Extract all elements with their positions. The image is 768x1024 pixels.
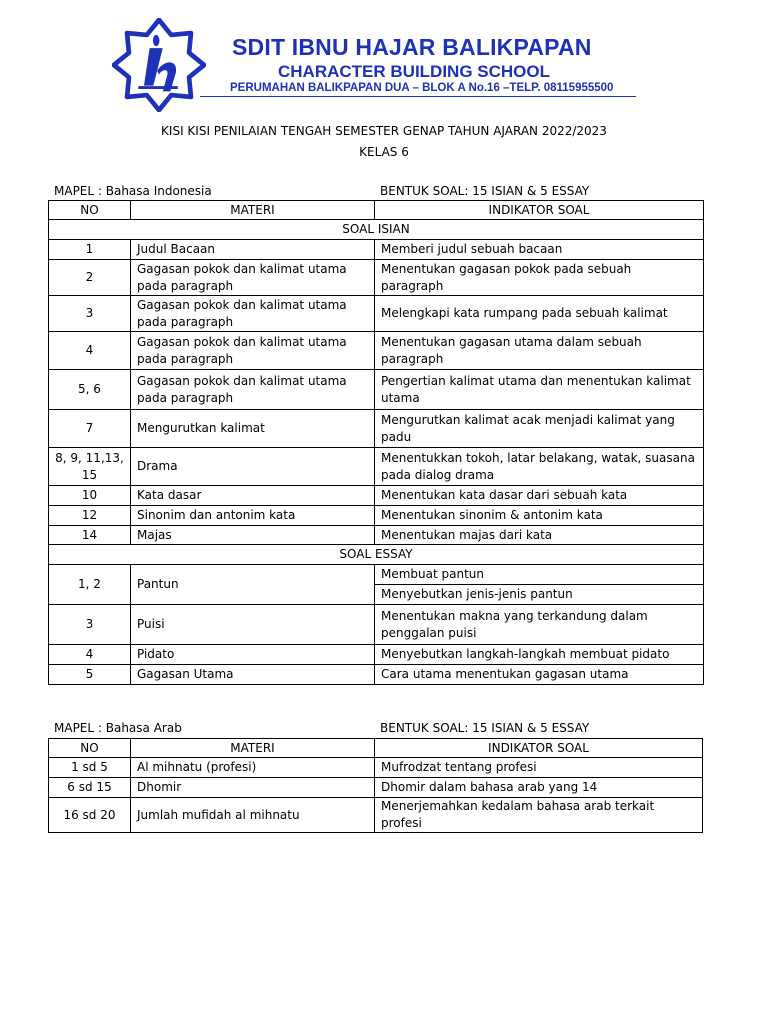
cell-indikator: Melengkapi kata rumpang pada sebuah kalimat <box>375 296 704 332</box>
cell-indikator: Menentukan kata dasar dari sebuah kata <box>375 486 704 506</box>
table-row <box>49 410 704 448</box>
cell-no: 1, 2 <box>49 565 131 605</box>
cell-materi: Gagasan pokok dan kalimat utama pada paragraph <box>131 296 375 332</box>
cell-materi: Majas <box>131 526 375 545</box>
cell-indikator: Mufrodzat tentang profesi <box>375 758 703 778</box>
bentuk-soal-label: BENTUK SOAL: 15 ISIAN & 5 ESSAY <box>380 184 590 198</box>
cell-indikator: Menentukan makna yang terkandung dalam penggalan puisi <box>375 605 704 645</box>
header-materi: MATERI <box>131 201 375 220</box>
cell-indikator: Mengurutkan kalimat acak menjadi kalimat yang padu <box>375 410 704 448</box>
cell-indikator: Cara utama menentukan gagasan utama <box>375 665 704 685</box>
header-indikator: INDIKATOR SOAL <box>375 201 704 220</box>
cell-no: 3 <box>49 605 131 645</box>
cell-no: 4 <box>49 332 131 370</box>
class-label: KELAS 6 <box>359 145 409 159</box>
cell-materi: Pantun <box>131 565 375 605</box>
cell-no: 6 sd 15 <box>49 778 131 798</box>
kisi-table-bahasa-indonesia <box>48 200 704 685</box>
cell-indikator: Dhomir dalam bahasa arab yang 14 <box>375 778 703 798</box>
cell-indikator: Menentukkan tokoh, latar belakang, watak, suasana pada dialog drama <box>375 448 704 486</box>
cell-no: 16 sd 20 <box>49 798 131 833</box>
cell-materi: Puisi <box>131 605 375 645</box>
cell-materi: Gagasan pokok dan kalimat utama pada paragraph <box>131 260 375 296</box>
cell-indikator: Menentukan gagasan utama dalam sebuah paragraph <box>375 332 704 370</box>
cell-no: 1 <box>49 240 131 260</box>
cell-no: 5, 6 <box>49 370 131 410</box>
cell-indikator: Menyebutkan jenis-jenis pantun <box>375 585 704 605</box>
document-title: KISI KISI PENILAIAN TENGAH SEMESTER GENAP TAHUN AJARAN 2022/2023 <box>161 124 607 138</box>
table-row <box>49 486 704 506</box>
table-row <box>49 758 703 778</box>
table-row <box>49 332 704 370</box>
header-no: NO <box>49 201 131 220</box>
table-row <box>49 798 703 833</box>
mapel-label: MAPEL : Bahasa Arab <box>54 721 182 735</box>
kisi-table-bahasa-arab <box>48 738 703 833</box>
cell-materi: Jumlah mufidah al mihnatu <box>131 798 375 833</box>
table-row <box>49 665 704 685</box>
header-divider <box>200 96 636 97</box>
table-row <box>49 296 704 332</box>
table-row <box>49 605 704 645</box>
header-indikator: INDIKATOR SOAL <box>375 739 703 758</box>
cell-no: 4 <box>49 645 131 665</box>
cell-materi: Gagasan pokok dan kalimat utama pada paragraph <box>131 332 375 370</box>
cell-no: 5 <box>49 665 131 685</box>
cell-indikator: Membuat pantun <box>375 565 704 585</box>
cell-materi: Al mihnatu (profesi) <box>131 758 375 778</box>
cell-no: 1 sd 5 <box>49 758 131 778</box>
table-row <box>49 526 704 545</box>
bentuk-soal-label: BENTUK SOAL: 15 ISIAN & 5 ESSAY <box>380 721 590 735</box>
section-soal-essay: SOAL ESSAY <box>49 545 704 565</box>
cell-indikator: Menerjemahkan kedalam bahasa arab terkait profesi <box>375 798 703 833</box>
cell-materi: Gagasan pokok dan kalimat utama pada paragraph <box>131 370 375 410</box>
cell-no: 2 <box>49 260 131 296</box>
cell-indikator: Menyebutkan langkah-langkah membuat pidato <box>375 645 704 665</box>
section-soal-isian: SOAL ISIAN <box>49 220 704 240</box>
school-address: PERUMAHAN BALIKPAPAN DUA – BLOK A No.16 –TELP. 08115955500 <box>230 82 614 94</box>
cell-materi: Pidato <box>131 645 375 665</box>
cell-materi: Sinonim dan antonim kata <box>131 506 375 526</box>
school-name: SDIT IBNU HAJAR BALIKPAPAN <box>232 34 592 60</box>
cell-indikator: Menentukan majas dari kata <box>375 526 704 545</box>
header-materi: MATERI <box>131 739 375 758</box>
cell-materi: Gagasan Utama <box>131 665 375 685</box>
mapel-label: MAPEL : Bahasa Indonesia <box>54 184 212 198</box>
school-logo-icon <box>112 18 206 112</box>
cell-indikator: Menentukan gagasan pokok pada sebuah paragraph <box>375 260 704 296</box>
cell-indikator: Memberi judul sebuah bacaan <box>375 240 704 260</box>
school-subtitle: CHARACTER BUILDING SCHOOL <box>278 62 550 81</box>
table-header-row <box>49 739 703 758</box>
cell-no: 12 <box>49 506 131 526</box>
table-row <box>49 240 704 260</box>
table-header-row <box>49 201 704 220</box>
table-row <box>49 565 704 585</box>
cell-no: 14 <box>49 526 131 545</box>
cell-indikator: Menentukan sinonim & antonim kata <box>375 506 704 526</box>
table-row <box>49 506 704 526</box>
cell-no: 10 <box>49 486 131 506</box>
table-row <box>49 370 704 410</box>
cell-materi: Judul Bacaan <box>131 240 375 260</box>
cell-no: 7 <box>49 410 131 448</box>
cell-materi: Kata dasar <box>131 486 375 506</box>
letterhead <box>0 0 768 110</box>
table-row <box>49 448 704 486</box>
cell-no: 8, 9, 11,13, 15 <box>49 448 131 486</box>
cell-materi: Drama <box>131 448 375 486</box>
cell-materi: Dhomir <box>131 778 375 798</box>
cell-no: 3 <box>49 296 131 332</box>
section-row <box>49 545 704 565</box>
header-no: NO <box>49 739 131 758</box>
table-row <box>49 645 704 665</box>
cell-materi: Mengurutkan kalimat <box>131 410 375 448</box>
table-row <box>49 778 703 798</box>
table-row <box>49 260 704 296</box>
section-row <box>49 220 704 240</box>
cell-indikator: Pengertian kalimat utama dan menentukan kalimat utama <box>375 370 704 410</box>
